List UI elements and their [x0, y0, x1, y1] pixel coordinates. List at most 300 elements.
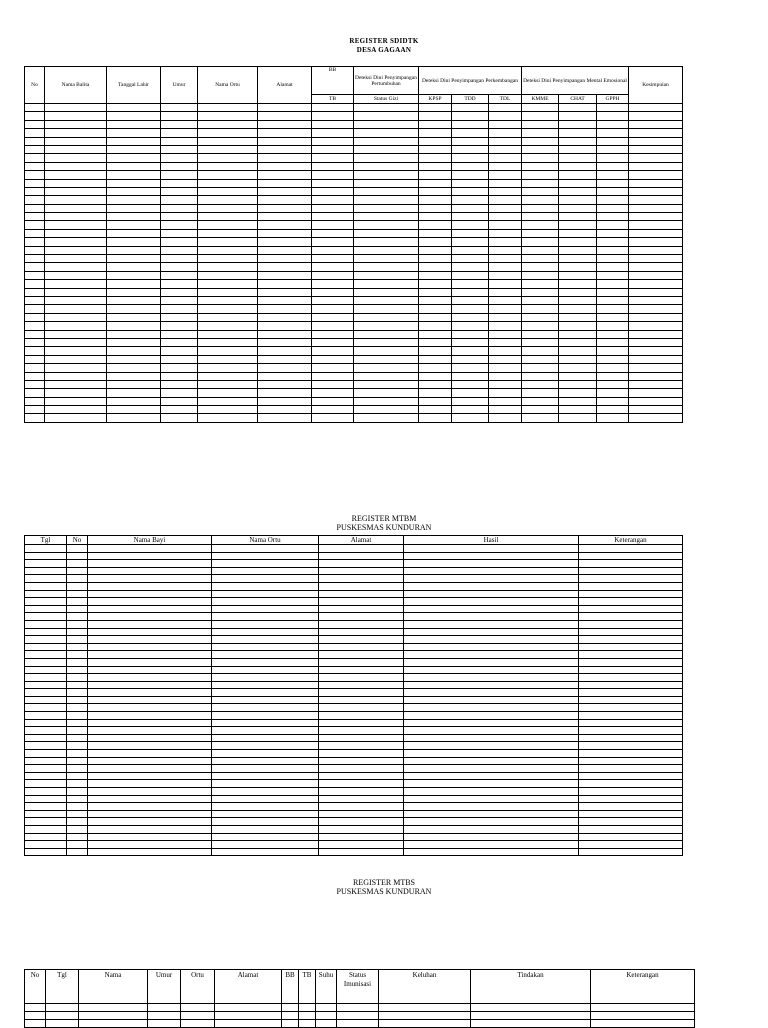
- table-cell[interactable]: [198, 120, 258, 128]
- table-cell[interactable]: [579, 590, 683, 598]
- table-cell[interactable]: [452, 305, 489, 313]
- table-cell[interactable]: [452, 204, 489, 212]
- table-cell[interactable]: [559, 271, 597, 279]
- table-cell[interactable]: [25, 187, 45, 195]
- table-cell[interactable]: [319, 545, 404, 553]
- table-cell[interactable]: [198, 288, 258, 296]
- table-cell[interactable]: [404, 750, 579, 758]
- table-cell[interactable]: [88, 620, 212, 628]
- table-cell[interactable]: [319, 552, 404, 560]
- table-cell[interactable]: [312, 120, 354, 128]
- table-cell[interactable]: [25, 406, 45, 414]
- table-cell[interactable]: [198, 263, 258, 271]
- table-cell[interactable]: [489, 137, 522, 145]
- table-cell[interactable]: [212, 658, 319, 666]
- table-cell[interactable]: [452, 338, 489, 346]
- table-cell[interactable]: [312, 154, 354, 162]
- table-cell[interactable]: [25, 204, 45, 212]
- table-cell[interactable]: [258, 263, 312, 271]
- table-cell[interactable]: [522, 120, 559, 128]
- table-cell[interactable]: [25, 1012, 46, 1020]
- table-cell[interactable]: [212, 757, 319, 765]
- table-cell[interactable]: [404, 734, 579, 742]
- table-cell[interactable]: [107, 129, 161, 137]
- table-cell[interactable]: [88, 788, 212, 796]
- table-cell[interactable]: [45, 330, 107, 338]
- table-cell[interactable]: [404, 689, 579, 697]
- table-cell[interactable]: [579, 651, 683, 659]
- table-cell[interactable]: [319, 643, 404, 651]
- table-cell[interactable]: [161, 204, 198, 212]
- table-cell[interactable]: [579, 613, 683, 621]
- table-cell[interactable]: [212, 552, 319, 560]
- table-cell[interactable]: [629, 271, 683, 279]
- table-cell[interactable]: [489, 129, 522, 137]
- table-cell[interactable]: [312, 406, 354, 414]
- table-cell[interactable]: [419, 271, 452, 279]
- table-cell[interactable]: [522, 305, 559, 313]
- table-cell[interactable]: [25, 772, 67, 780]
- table-cell[interactable]: [25, 750, 67, 758]
- table-cell[interactable]: [354, 145, 419, 153]
- table-cell[interactable]: [258, 187, 312, 195]
- table-cell[interactable]: [559, 355, 597, 363]
- table-cell[interactable]: [258, 229, 312, 237]
- table-cell[interactable]: [88, 750, 212, 758]
- table-cell[interactable]: [419, 322, 452, 330]
- table-cell[interactable]: [597, 406, 629, 414]
- table-cell[interactable]: [404, 765, 579, 773]
- table-cell[interactable]: [489, 380, 522, 388]
- table-cell[interactable]: [489, 204, 522, 212]
- table-cell[interactable]: [88, 689, 212, 697]
- table-cell[interactable]: [198, 255, 258, 263]
- table-cell[interactable]: [212, 772, 319, 780]
- table-cell[interactable]: [419, 372, 452, 380]
- table-cell[interactable]: [88, 795, 212, 803]
- table-cell[interactable]: [45, 112, 107, 120]
- table-cell[interactable]: [597, 246, 629, 254]
- table-cell[interactable]: [25, 795, 67, 803]
- table-cell[interactable]: [354, 162, 419, 170]
- table-cell[interactable]: [489, 120, 522, 128]
- table-cell[interactable]: [354, 271, 419, 279]
- table-cell[interactable]: [25, 628, 67, 636]
- table-cell[interactable]: [67, 613, 88, 621]
- table-cell[interactable]: [198, 213, 258, 221]
- table-cell[interactable]: [404, 560, 579, 568]
- table-cell[interactable]: [489, 196, 522, 204]
- table-cell[interactable]: [316, 1004, 337, 1012]
- table-cell[interactable]: [452, 162, 489, 170]
- table-cell[interactable]: [25, 380, 45, 388]
- table-cell[interactable]: [88, 719, 212, 727]
- table-cell[interactable]: [212, 582, 319, 590]
- table-cell[interactable]: [45, 397, 107, 405]
- table-cell[interactable]: [161, 104, 198, 112]
- table-cell[interactable]: [88, 575, 212, 583]
- table-cell[interactable]: [404, 651, 579, 659]
- table-cell[interactable]: [107, 280, 161, 288]
- table-cell[interactable]: [25, 397, 45, 405]
- table-cell[interactable]: [597, 288, 629, 296]
- table-cell[interactable]: [88, 734, 212, 742]
- table-cell[interactable]: [319, 848, 404, 856]
- table-cell[interactable]: [198, 414, 258, 422]
- table-cell[interactable]: [419, 137, 452, 145]
- table-cell[interactable]: [212, 598, 319, 606]
- table-cell[interactable]: [579, 734, 683, 742]
- table-cell[interactable]: [25, 651, 67, 659]
- table-cell[interactable]: [88, 552, 212, 560]
- table-cell[interactable]: [198, 137, 258, 145]
- table-cell[interactable]: [25, 154, 45, 162]
- table-cell[interactable]: [45, 380, 107, 388]
- table-cell[interactable]: [258, 255, 312, 263]
- table-cell[interactable]: [161, 154, 198, 162]
- table-cell[interactable]: [354, 137, 419, 145]
- table-cell[interactable]: [198, 338, 258, 346]
- table-cell[interactable]: [45, 246, 107, 254]
- table-cell[interactable]: [25, 238, 45, 246]
- table-cell[interactable]: [212, 620, 319, 628]
- table-cell[interactable]: [319, 575, 404, 583]
- table-cell[interactable]: [404, 567, 579, 575]
- table-cell[interactable]: [489, 322, 522, 330]
- table-cell[interactable]: [452, 238, 489, 246]
- table-cell[interactable]: [88, 696, 212, 704]
- table-cell[interactable]: [25, 221, 45, 229]
- table-cell[interactable]: [312, 397, 354, 405]
- table-cell[interactable]: [25, 712, 67, 720]
- table-cell[interactable]: [579, 803, 683, 811]
- table-cell[interactable]: [354, 238, 419, 246]
- table-cell[interactable]: [258, 364, 312, 372]
- table-cell[interactable]: [404, 727, 579, 735]
- table-cell[interactable]: [452, 179, 489, 187]
- table-cell[interactable]: [258, 179, 312, 187]
- table-cell[interactable]: [161, 380, 198, 388]
- table-cell[interactable]: [452, 246, 489, 254]
- table-cell[interactable]: [161, 213, 198, 221]
- table-cell[interactable]: [312, 330, 354, 338]
- table-cell[interactable]: [67, 750, 88, 758]
- table-cell[interactable]: [212, 590, 319, 598]
- table-cell[interactable]: [579, 742, 683, 750]
- table-cell[interactable]: [88, 841, 212, 849]
- table-cell[interactable]: [258, 120, 312, 128]
- table-cell[interactable]: [45, 162, 107, 170]
- table-cell[interactable]: [629, 288, 683, 296]
- table-cell[interactable]: [88, 598, 212, 606]
- table-cell[interactable]: [522, 263, 559, 271]
- table-cell[interactable]: [25, 780, 67, 788]
- table-cell[interactable]: [88, 651, 212, 659]
- table-cell[interactable]: [597, 187, 629, 195]
- table-cell[interactable]: [489, 246, 522, 254]
- table-cell[interactable]: [212, 825, 319, 833]
- table-cell[interactable]: [25, 681, 67, 689]
- table-cell[interactable]: [597, 154, 629, 162]
- table-cell[interactable]: [522, 179, 559, 187]
- table-cell[interactable]: [45, 313, 107, 321]
- table-cell[interactable]: [45, 296, 107, 304]
- table-cell[interactable]: [522, 229, 559, 237]
- table-cell[interactable]: [312, 338, 354, 346]
- table-cell[interactable]: [419, 221, 452, 229]
- table-cell[interactable]: [107, 112, 161, 120]
- table-cell[interactable]: [198, 229, 258, 237]
- table-cell[interactable]: [404, 803, 579, 811]
- table-cell[interactable]: [559, 330, 597, 338]
- table-cell[interactable]: [354, 288, 419, 296]
- table-cell[interactable]: [161, 330, 198, 338]
- table-cell[interactable]: [559, 313, 597, 321]
- table-cell[interactable]: [579, 689, 683, 697]
- table-cell[interactable]: [522, 322, 559, 330]
- table-cell[interactable]: [522, 196, 559, 204]
- table-cell[interactable]: [161, 120, 198, 128]
- table-cell[interactable]: [452, 372, 489, 380]
- table-cell[interactable]: [489, 162, 522, 170]
- table-cell[interactable]: [319, 734, 404, 742]
- table-cell[interactable]: [107, 187, 161, 195]
- table-cell[interactable]: [258, 313, 312, 321]
- table-cell[interactable]: [67, 575, 88, 583]
- table-cell[interactable]: [419, 364, 452, 372]
- table-cell[interactable]: [161, 372, 198, 380]
- table-cell[interactable]: [258, 414, 312, 422]
- table-cell[interactable]: [88, 772, 212, 780]
- table-cell[interactable]: [559, 288, 597, 296]
- table-cell[interactable]: [452, 129, 489, 137]
- table-cell[interactable]: [629, 246, 683, 254]
- table-cell[interactable]: [258, 204, 312, 212]
- table-cell[interactable]: [629, 322, 683, 330]
- table-cell[interactable]: [67, 727, 88, 735]
- table-cell[interactable]: [198, 372, 258, 380]
- table-cell[interactable]: [319, 582, 404, 590]
- table-cell[interactable]: [579, 704, 683, 712]
- table-cell[interactable]: [161, 414, 198, 422]
- table-cell[interactable]: [452, 137, 489, 145]
- table-cell[interactable]: [579, 780, 683, 788]
- table-cell[interactable]: [559, 179, 597, 187]
- table-cell[interactable]: [489, 397, 522, 405]
- table-cell[interactable]: [67, 628, 88, 636]
- table-cell[interactable]: [404, 810, 579, 818]
- table-cell[interactable]: [312, 364, 354, 372]
- table-cell[interactable]: [354, 196, 419, 204]
- table-cell[interactable]: [629, 196, 683, 204]
- table-cell[interactable]: [559, 187, 597, 195]
- table-cell[interactable]: [198, 280, 258, 288]
- table-cell[interactable]: [404, 605, 579, 613]
- table-cell[interactable]: [404, 620, 579, 628]
- table-cell[interactable]: [522, 372, 559, 380]
- table-cell[interactable]: [354, 322, 419, 330]
- table-cell[interactable]: [88, 704, 212, 712]
- table-cell[interactable]: [67, 651, 88, 659]
- table-cell[interactable]: [181, 1012, 215, 1020]
- table-cell[interactable]: [452, 271, 489, 279]
- table-cell[interactable]: [198, 204, 258, 212]
- table-cell[interactable]: [489, 313, 522, 321]
- table-cell[interactable]: [161, 112, 198, 120]
- table-cell[interactable]: [597, 380, 629, 388]
- table-cell[interactable]: [88, 628, 212, 636]
- table-cell[interactable]: [591, 1012, 695, 1020]
- table-cell[interactable]: [67, 788, 88, 796]
- table-cell[interactable]: [489, 229, 522, 237]
- table-cell[interactable]: [107, 338, 161, 346]
- table-cell[interactable]: [67, 620, 88, 628]
- table-cell[interactable]: [161, 406, 198, 414]
- table-cell[interactable]: [161, 305, 198, 313]
- table-cell[interactable]: [161, 238, 198, 246]
- table-cell[interactable]: [419, 187, 452, 195]
- table-cell[interactable]: [597, 229, 629, 237]
- table-cell[interactable]: [452, 263, 489, 271]
- table-cell[interactable]: [258, 112, 312, 120]
- table-cell[interactable]: [161, 229, 198, 237]
- table-cell[interactable]: [25, 280, 45, 288]
- table-cell[interactable]: [198, 397, 258, 405]
- table-cell[interactable]: [354, 263, 419, 271]
- table-cell[interactable]: [312, 187, 354, 195]
- table-cell[interactable]: [45, 305, 107, 313]
- table-cell[interactable]: [25, 1004, 46, 1012]
- table-cell[interactable]: [107, 372, 161, 380]
- table-cell[interactable]: [25, 213, 45, 221]
- table-cell[interactable]: [319, 742, 404, 750]
- table-cell[interactable]: [319, 750, 404, 758]
- table-cell[interactable]: [404, 780, 579, 788]
- table-cell[interactable]: [559, 112, 597, 120]
- table-cell[interactable]: [354, 120, 419, 128]
- table-cell[interactable]: [212, 727, 319, 735]
- table-cell[interactable]: [354, 246, 419, 254]
- table-cell[interactable]: [489, 414, 522, 422]
- table-cell[interactable]: [522, 112, 559, 120]
- table-cell[interactable]: [258, 129, 312, 137]
- table-cell[interactable]: [312, 112, 354, 120]
- table-cell[interactable]: [258, 162, 312, 170]
- table-cell[interactable]: [212, 560, 319, 568]
- table-cell[interactable]: [559, 145, 597, 153]
- table-cell[interactable]: [88, 757, 212, 765]
- table-cell[interactable]: [25, 848, 67, 856]
- table-cell[interactable]: [354, 179, 419, 187]
- table-cell[interactable]: [489, 213, 522, 221]
- table-cell[interactable]: [489, 263, 522, 271]
- table-cell[interactable]: [45, 288, 107, 296]
- table-cell[interactable]: [88, 818, 212, 826]
- table-cell[interactable]: [452, 397, 489, 405]
- table-cell[interactable]: [88, 643, 212, 651]
- table-cell[interactable]: [107, 104, 161, 112]
- table-cell[interactable]: [25, 613, 67, 621]
- table-cell[interactable]: [404, 545, 579, 553]
- table-cell[interactable]: [25, 296, 45, 304]
- table-cell[interactable]: [258, 238, 312, 246]
- table-cell[interactable]: [45, 280, 107, 288]
- table-cell[interactable]: [212, 750, 319, 758]
- table-cell[interactable]: [212, 795, 319, 803]
- table-cell[interactable]: [489, 179, 522, 187]
- table-cell[interactable]: [312, 296, 354, 304]
- table-cell[interactable]: [198, 112, 258, 120]
- table-cell[interactable]: [522, 406, 559, 414]
- table-cell[interactable]: [354, 255, 419, 263]
- table-cell[interactable]: [452, 221, 489, 229]
- table-cell[interactable]: [354, 414, 419, 422]
- table-cell[interactable]: [107, 305, 161, 313]
- table-cell[interactable]: [452, 154, 489, 162]
- table-cell[interactable]: [559, 213, 597, 221]
- table-cell[interactable]: [629, 137, 683, 145]
- table-cell[interactable]: [107, 380, 161, 388]
- table-cell[interactable]: [45, 104, 107, 112]
- table-cell[interactable]: [452, 104, 489, 112]
- table-cell[interactable]: [45, 221, 107, 229]
- table-cell[interactable]: [212, 567, 319, 575]
- table-cell[interactable]: [579, 674, 683, 682]
- table-cell[interactable]: [45, 179, 107, 187]
- table-cell[interactable]: [522, 238, 559, 246]
- table-cell[interactable]: [579, 719, 683, 727]
- table-cell[interactable]: [67, 757, 88, 765]
- table-cell[interactable]: [452, 196, 489, 204]
- table-cell[interactable]: [258, 406, 312, 414]
- table-cell[interactable]: [67, 795, 88, 803]
- table-cell[interactable]: [312, 355, 354, 363]
- table-cell[interactable]: [212, 833, 319, 841]
- table-cell[interactable]: [629, 154, 683, 162]
- table-cell[interactable]: [161, 263, 198, 271]
- table-cell[interactable]: [198, 271, 258, 279]
- table-cell[interactable]: [629, 372, 683, 380]
- table-cell[interactable]: [258, 338, 312, 346]
- table-cell[interactable]: [522, 271, 559, 279]
- table-cell[interactable]: [198, 380, 258, 388]
- table-cell[interactable]: [629, 414, 683, 422]
- table-cell[interactable]: [452, 296, 489, 304]
- table-cell[interactable]: [148, 1004, 181, 1012]
- table-cell[interactable]: [88, 681, 212, 689]
- table-cell[interactable]: [25, 171, 45, 179]
- table-cell[interactable]: [88, 727, 212, 735]
- table-cell[interactable]: [629, 145, 683, 153]
- table-cell[interactable]: [629, 397, 683, 405]
- table-cell[interactable]: [282, 1004, 299, 1012]
- table-cell[interactable]: [312, 347, 354, 355]
- table-cell[interactable]: [67, 742, 88, 750]
- table-cell[interactable]: [489, 280, 522, 288]
- table-cell[interactable]: [629, 129, 683, 137]
- table-cell[interactable]: [45, 364, 107, 372]
- table-cell[interactable]: [319, 765, 404, 773]
- table-cell[interactable]: [45, 338, 107, 346]
- table-cell[interactable]: [419, 171, 452, 179]
- table-cell[interactable]: [67, 560, 88, 568]
- table-cell[interactable]: [107, 145, 161, 153]
- table-cell[interactable]: [419, 280, 452, 288]
- table-cell[interactable]: [597, 221, 629, 229]
- table-cell[interactable]: [452, 145, 489, 153]
- table-cell[interactable]: [67, 582, 88, 590]
- table-cell[interactable]: [597, 389, 629, 397]
